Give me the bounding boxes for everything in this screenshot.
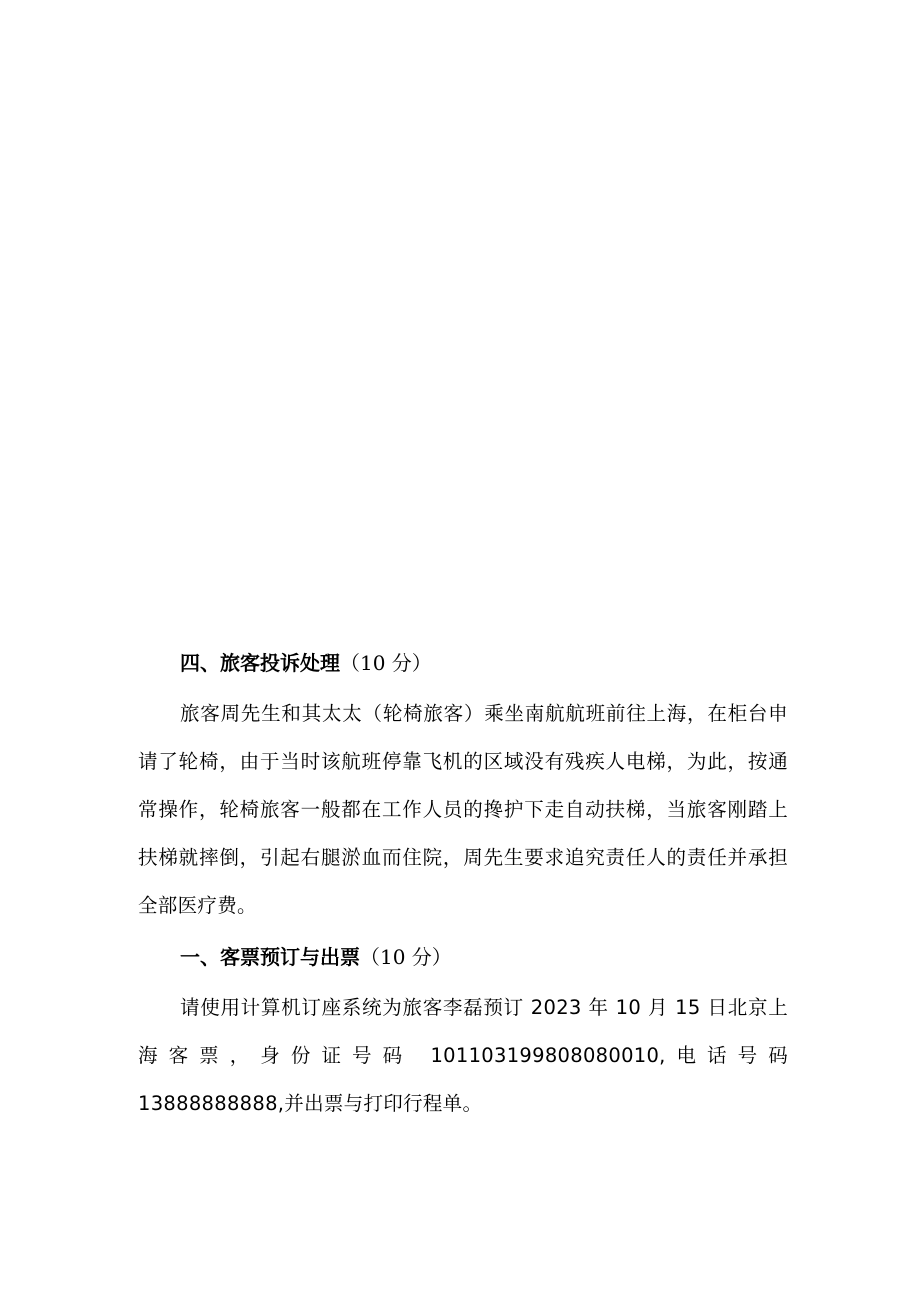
section-heading-booking-score: （10 分） (360, 945, 452, 969)
section-heading-complaint-score: （10 分） (340, 651, 432, 675)
section-heading-booking-title: 一、客票预订与出票 (180, 945, 360, 969)
complaint-paragraph: 旅客周先生和其太太（轮椅旅客）乘坐南航航班前往上海，在柜台申请了轮椅，由于当时该航班停靠飞机的区域没有残疾人电梯，为此，按通常操作，轮椅旅客一般都在工作人员的搀护下走自动扶梯，当旅客刚踏上扶梯就摔倒，引起右腿淤血而住院，周先生要求追究责任人的责任并承担全部医疗费。 (138, 702, 788, 917)
section-heading-booking (138, 938, 788, 976)
document-content (138, 644, 788, 1130)
booking-paragraph: 请使用计算机订座系统为旅客李磊预订 2023 年 10 月 15 日北京上海客票，身份证号码 101103199808080010,电话号码 13888888888,并出票与打印行程单。 (138, 996, 788, 1115)
section-heading-complaint-title: 四、旅客投诉处理 (180, 651, 340, 675)
section-heading-complaint (138, 644, 788, 682)
